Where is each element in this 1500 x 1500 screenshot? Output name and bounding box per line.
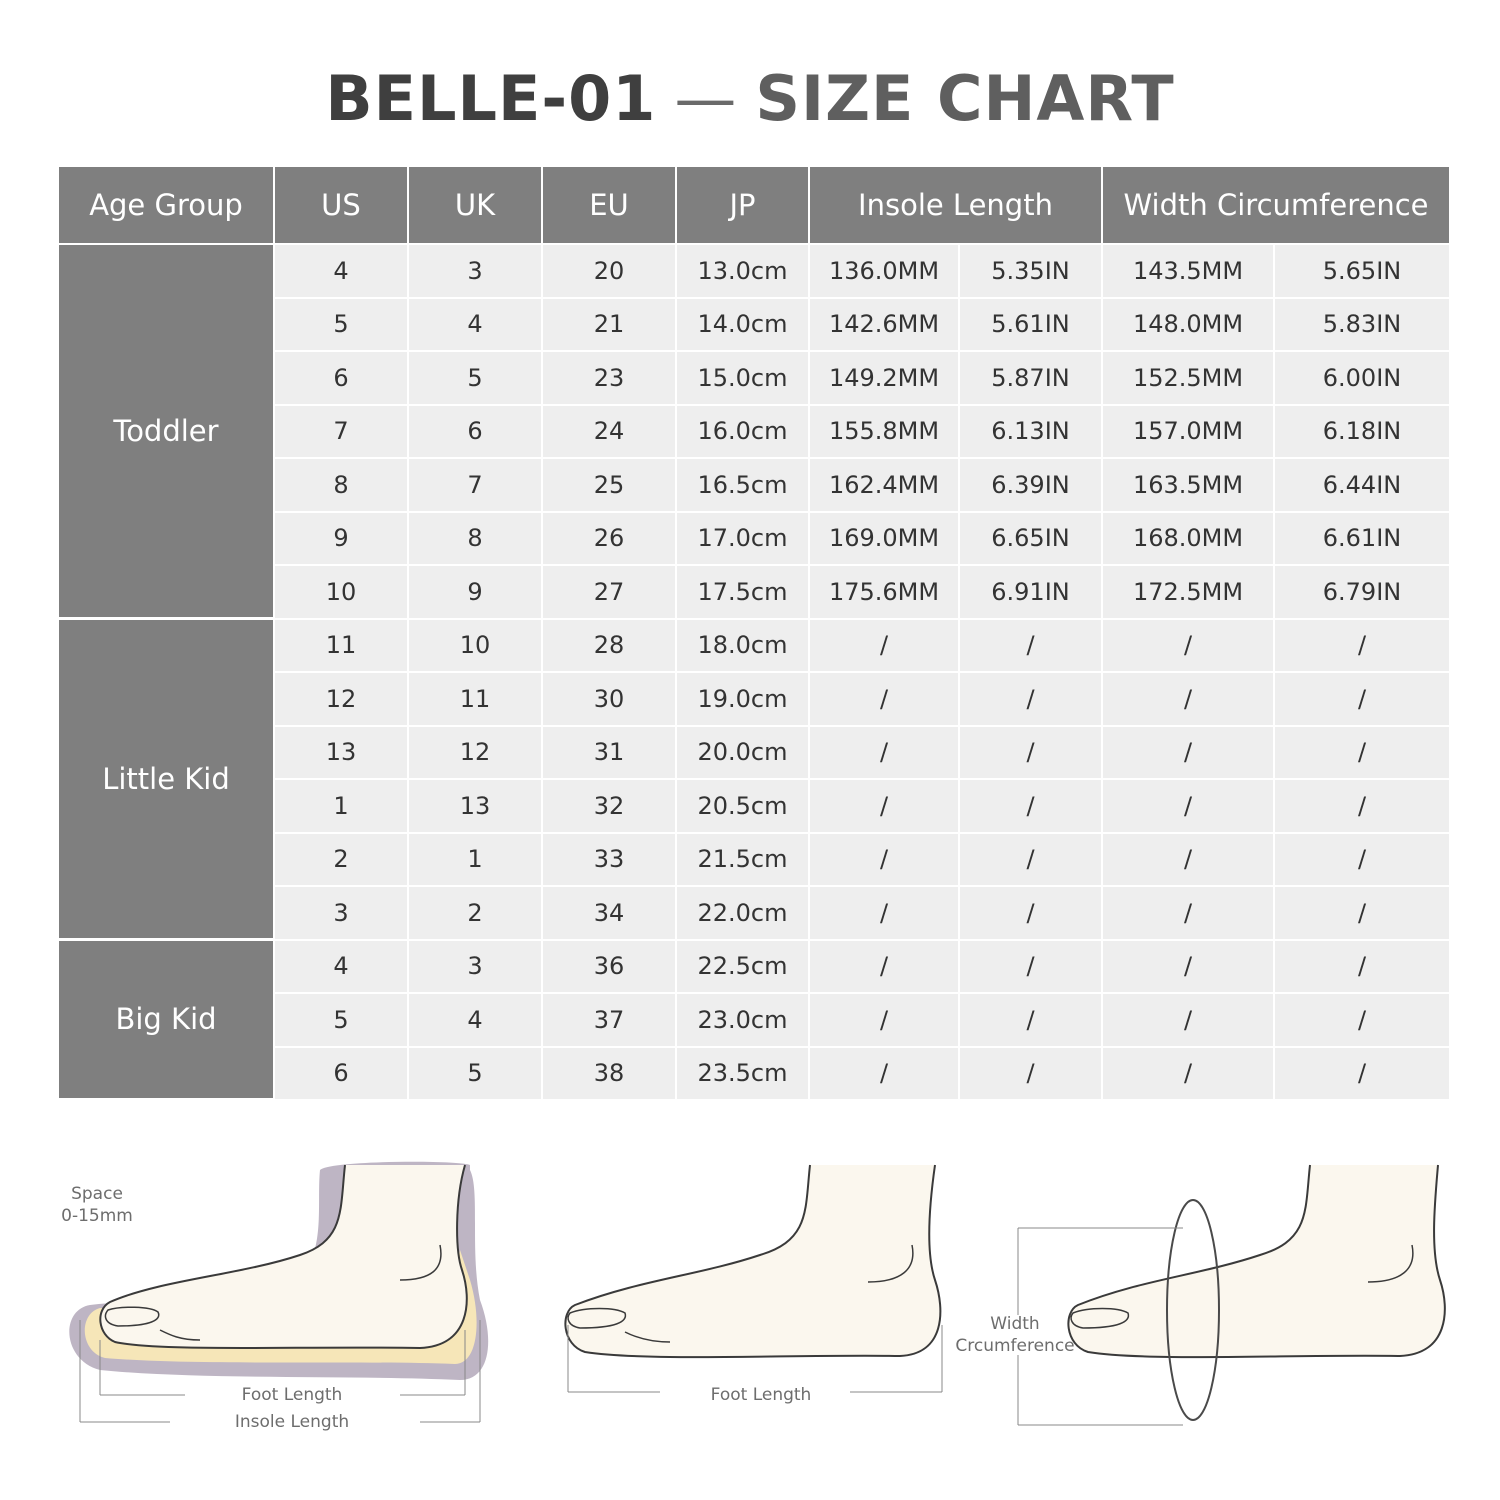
page-title	[0, 62, 1500, 135]
width-label: Width	[990, 1314, 1040, 1334]
age-group-cell: Big Kid	[59, 941, 275, 1102]
age-group-cell: Toddler	[59, 245, 275, 620]
table-cell: 13	[275, 727, 409, 781]
table-cell: /	[960, 1048, 1103, 1102]
table-cell: 6.61IN	[1275, 513, 1449, 567]
table-cell: 149.2MM	[810, 352, 960, 406]
table-cell: /	[1103, 1048, 1275, 1102]
title-subtitle: SIZE CHART	[755, 62, 1175, 135]
table-cell: /	[960, 941, 1103, 995]
table-cell: 9	[409, 566, 543, 620]
table-cell: 11	[275, 620, 409, 674]
table-cell: /	[1275, 941, 1449, 995]
table-cell: /	[1275, 780, 1449, 834]
table-cell: 27	[543, 566, 677, 620]
table-cell: 168.0MM	[1103, 513, 1275, 567]
table-cell: /	[810, 887, 960, 941]
age-group-cell: Little Kid	[59, 620, 275, 941]
table-cell: 20.5cm	[677, 780, 810, 834]
table-cell: 21.5cm	[677, 834, 810, 888]
table-cell: /	[1103, 727, 1275, 781]
header-age-group: Age Group	[59, 167, 275, 245]
table-cell: 6	[275, 1048, 409, 1102]
table-cell: 15.0cm	[677, 352, 810, 406]
table-cell: 17.0cm	[677, 513, 810, 567]
table-cell: 18.0cm	[677, 620, 810, 674]
table-cell: 20	[543, 245, 677, 299]
table-cell: 172.5MM	[1103, 566, 1275, 620]
header-uk: UK	[409, 167, 543, 245]
foot-length-label-2: Foot Length	[710, 1385, 812, 1405]
table-cell: 4	[409, 299, 543, 353]
table-cell: /	[960, 727, 1103, 781]
header-jp: JP	[677, 167, 810, 245]
circumference-label: Crcumference	[955, 1336, 1075, 1356]
table-cell: 21	[543, 299, 677, 353]
table-cell: 10	[409, 620, 543, 674]
table-cell: 8	[409, 513, 543, 567]
table-cell: /	[810, 834, 960, 888]
table-cell: 136.0MM	[810, 245, 960, 299]
table-cell: 28	[543, 620, 677, 674]
table-cell: 148.0MM	[1103, 299, 1275, 353]
table-cell: 3	[409, 941, 543, 995]
insole-length-label: Insole Length	[234, 1412, 350, 1432]
table-cell: 6	[275, 352, 409, 406]
table-cell: 2	[409, 887, 543, 941]
table-cell: 5.83IN	[1275, 299, 1449, 353]
table-cell: 20.0cm	[677, 727, 810, 781]
table-cell: /	[1275, 727, 1449, 781]
table-cell: 12	[275, 673, 409, 727]
table-cell: 5.35IN	[960, 245, 1103, 299]
table-cell: 6.39IN	[960, 459, 1103, 513]
bare-foot-illustration	[565, 1165, 942, 1392]
table-cell: 8	[275, 459, 409, 513]
table-cell: 23.5cm	[677, 1048, 810, 1102]
table-cell: /	[1103, 834, 1275, 888]
table-cell: 5.61IN	[960, 299, 1103, 353]
table-cell: 3	[275, 887, 409, 941]
table-cell: 4	[275, 245, 409, 299]
table-cell: /	[1103, 887, 1275, 941]
foot-measurement-diagrams	[0, 1130, 1500, 1470]
table-cell: 152.5MM	[1103, 352, 1275, 406]
table-cell: /	[810, 1048, 960, 1102]
table-cell: 12	[409, 727, 543, 781]
table-cell: /	[960, 887, 1103, 941]
table-cell: 38	[543, 1048, 677, 1102]
space-label	[55, 1183, 139, 1227]
table-cell: /	[1275, 673, 1449, 727]
table-cell: /	[810, 994, 960, 1048]
table-cell: /	[1275, 620, 1449, 674]
table-cell: 16.5cm	[677, 459, 810, 513]
table-cell: /	[1103, 780, 1275, 834]
table-cell: 7	[275, 406, 409, 460]
table-cell: 19.0cm	[677, 673, 810, 727]
table-cell: 5	[275, 994, 409, 1048]
table-cell: 143.5MM	[1103, 245, 1275, 299]
table-cell: 6.18IN	[1275, 406, 1449, 460]
table-cell: /	[960, 780, 1103, 834]
table-cell: /	[960, 673, 1103, 727]
table-cell: 23.0cm	[677, 994, 810, 1048]
table-cell: 23	[543, 352, 677, 406]
table-cell: 142.6MM	[810, 299, 960, 353]
table-cell: /	[810, 727, 960, 781]
foot-length-label-1: Foot Length	[241, 1385, 343, 1405]
table-cell: /	[960, 620, 1103, 674]
table-cell: 22.0cm	[677, 887, 810, 941]
table-cell: 6.00IN	[1275, 352, 1449, 406]
table-cell: 30	[543, 673, 677, 727]
table-cell: 6	[409, 406, 543, 460]
table-cell: 34	[543, 887, 677, 941]
table-cell: 17.5cm	[677, 566, 810, 620]
table-cell: 26	[543, 513, 677, 567]
model-name: BELLE-01	[325, 62, 657, 135]
table-cell: 2	[275, 834, 409, 888]
width-circumference-label	[945, 1313, 1085, 1357]
size-table	[59, 167, 1449, 1101]
table-cell: 5	[409, 1048, 543, 1102]
header-us: US	[275, 167, 409, 245]
table-cell: /	[1275, 887, 1449, 941]
table-cell: /	[810, 780, 960, 834]
table-cell: 5.87IN	[960, 352, 1103, 406]
table-cell: 6.79IN	[1275, 566, 1449, 620]
table-cell: 155.8MM	[810, 406, 960, 460]
table-cell: /	[960, 834, 1103, 888]
table-cell: 22.5cm	[677, 941, 810, 995]
space-label-range: 0-15mm	[61, 1206, 133, 1226]
table-cell: 6.44IN	[1275, 459, 1449, 513]
table-cell: 7	[409, 459, 543, 513]
table-cell: 33	[543, 834, 677, 888]
table-cell: 37	[543, 994, 677, 1048]
table-cell: 3	[409, 245, 543, 299]
header-insole-length: Insole Length	[810, 167, 1103, 245]
table-cell: 163.5MM	[1103, 459, 1275, 513]
table-cell: /	[1275, 1048, 1449, 1102]
table-cell: 175.6MM	[810, 566, 960, 620]
table-cell: 24	[543, 406, 677, 460]
header-width-circumference: Width Circumference	[1103, 167, 1449, 245]
table-cell: 32	[543, 780, 677, 834]
table-cell: 11	[409, 673, 543, 727]
space-label-title: Space	[71, 1184, 123, 1204]
table-cell: 1	[409, 834, 543, 888]
table-cell: 6.91IN	[960, 566, 1103, 620]
table-cell: 25	[543, 459, 677, 513]
table-cell: 162.4MM	[810, 459, 960, 513]
table-cell: 4	[409, 994, 543, 1048]
table-cell: 9	[275, 513, 409, 567]
table-cell: 157.0MM	[1103, 406, 1275, 460]
table-cell: /	[1103, 941, 1275, 995]
table-cell: 5	[409, 352, 543, 406]
table-cell: /	[1275, 834, 1449, 888]
title-dash: —	[674, 62, 738, 135]
table-cell: 36	[543, 941, 677, 995]
table-cell: 5	[275, 299, 409, 353]
table-cell: 5.65IN	[1275, 245, 1449, 299]
table-cell: 13	[409, 780, 543, 834]
table-cell: 169.0MM	[810, 513, 960, 567]
header-eu: EU	[543, 167, 677, 245]
table-cell: 13.0cm	[677, 245, 810, 299]
table-cell: /	[810, 673, 960, 727]
table-cell: /	[1275, 994, 1449, 1048]
table-cell: /	[1103, 994, 1275, 1048]
width-circumference-illustration	[1018, 1165, 1445, 1425]
table-cell: /	[1103, 620, 1275, 674]
table-cell: /	[960, 994, 1103, 1048]
table-cell: 6.13IN	[960, 406, 1103, 460]
table-cell: /	[810, 941, 960, 995]
table-cell: 1	[275, 780, 409, 834]
table-cell: 10	[275, 566, 409, 620]
table-cell: 31	[543, 727, 677, 781]
table-cell: 14.0cm	[677, 299, 810, 353]
table-cell: 16.0cm	[677, 406, 810, 460]
table-cell: /	[810, 620, 960, 674]
table-cell: /	[1103, 673, 1275, 727]
table-cell: 4	[275, 941, 409, 995]
table-cell: 6.65IN	[960, 513, 1103, 567]
